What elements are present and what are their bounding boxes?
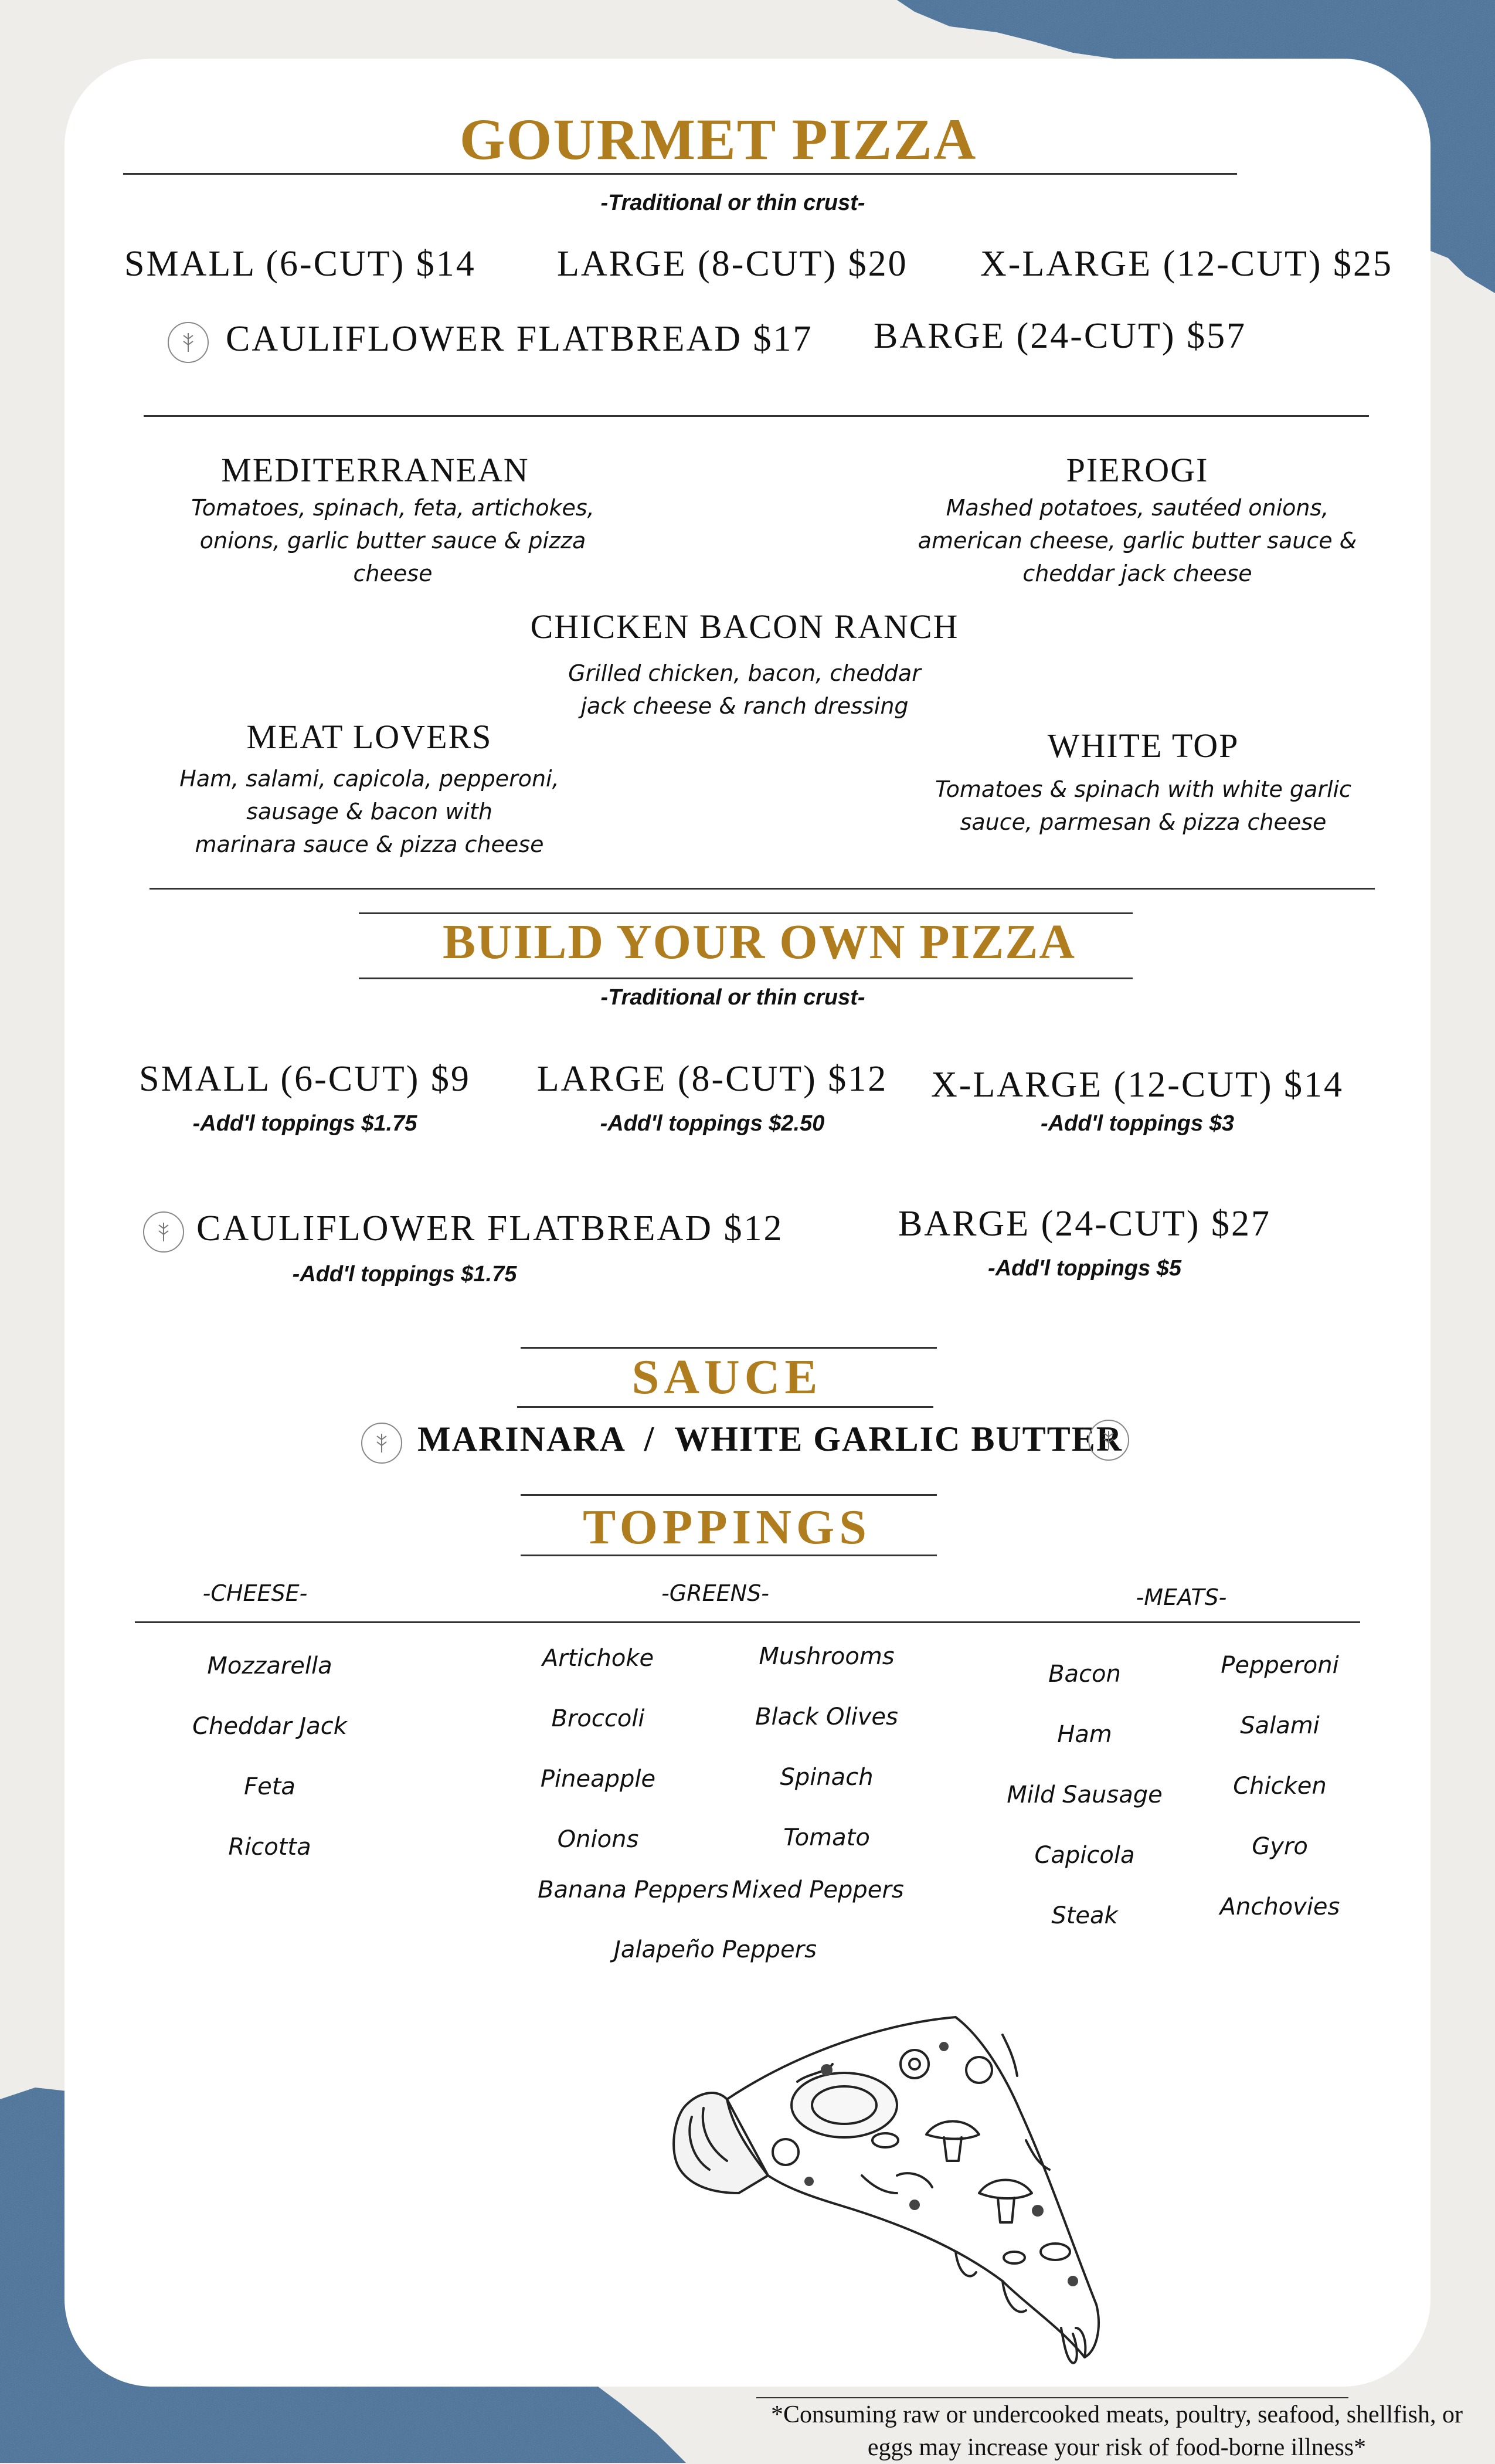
gourmet-crust-note: -Traditional or thin crust- (600, 191, 865, 215)
topping-green: Tomato (783, 1824, 870, 1851)
topping-meat: Steak (1051, 1902, 1118, 1929)
topping-green: Pineapple (540, 1766, 656, 1793)
pizza-name-pierogi: PIEROGI (1066, 451, 1209, 489)
gluten-free-icon (1088, 1419, 1130, 1461)
gourmet-size-xlarge: X-LARGE (12-CUT) $25 (980, 244, 1394, 284)
gourmet-size-cauliflower: CAULIFLOWER FLATBREAD $17 (226, 319, 813, 359)
byo-addl-large: -Add'l toppings $2.50 (600, 1111, 825, 1136)
gourmet-title-rule (123, 173, 1237, 175)
byo-addl-barge: -Add'l toppings $5 (988, 1256, 1181, 1281)
topping-meat: Chicken (1233, 1773, 1327, 1800)
byo-size-small: SMALL (6-CUT) $9 (139, 1059, 471, 1099)
gluten-free-icon (142, 1211, 185, 1253)
byo-addl-xlarge: -Add'l toppings $3 (1041, 1111, 1234, 1136)
pizza-slice-illustration (651, 2000, 1143, 2375)
topping-meat: Pepperoni (1221, 1652, 1339, 1679)
topping-meat: Anchovies (1219, 1893, 1340, 1920)
byo-title: BUILD YOUR OWN PIZZA (443, 915, 1076, 969)
toppings-meats-header: -MEATS- (1136, 1584, 1227, 1610)
pizza-desc-pierogi: Mashed potatoes, sautéed onions, american cheese, garlic butter sauce & cheddar jack cheese (918, 495, 1357, 586)
gourmet-size-small: SMALL (6-CUT) $14 (124, 244, 476, 284)
byo-addl-small: -Add'l toppings $1.75 (192, 1111, 417, 1136)
byo-size-barge: BARGE (24-CUT) $27 (898, 1204, 1272, 1244)
topping-meat: Capicola (1034, 1842, 1135, 1869)
sauce-title: SAUCE (631, 1350, 823, 1404)
topping-cheese: Feta (244, 1773, 295, 1800)
pizza-name-white-top: WHITE TOP (1047, 727, 1239, 765)
topping-meat: Mild Sausage (1007, 1781, 1163, 1808)
gourmet-title: GOURMET PIZZA (459, 107, 977, 172)
topping-meat: Bacon (1048, 1661, 1121, 1688)
pizza-name-meat-lovers: MEAT LOVERS (246, 718, 492, 756)
pizza-desc-meat-lovers: Ham, salami, capicola, pepperoni, sausage & bacon with marinara sauce & pizza cheese (179, 766, 559, 857)
gluten-free-icon (167, 321, 209, 364)
gourmet-size-barge: BARGE (24-CUT) $57 (874, 316, 1247, 356)
toppings-greens-header: -GREENS- (661, 1580, 769, 1606)
topping-green: Banana Peppers (538, 1876, 729, 1903)
pizza-desc-chicken-bacon-ranch: Grilled chicken, bacon, cheddar jack cheese & ranch dressing (568, 660, 921, 719)
topping-cheese: Ricotta (228, 1834, 311, 1861)
topping-meat: Ham (1057, 1721, 1112, 1748)
topping-green: Onions (557, 1826, 639, 1853)
byo-size-xlarge: X-LARGE (12-CUT) $14 (930, 1065, 1344, 1105)
topping-green: Spinach (780, 1764, 874, 1791)
topping-cheese: Cheddar Jack (192, 1713, 347, 1740)
toppings-header-rule (135, 1621, 1360, 1623)
byo-crust-note: -Traditional or thin crust- (600, 985, 865, 1010)
topping-green: Mushrooms (759, 1643, 895, 1670)
topping-green: Black Olives (755, 1703, 898, 1730)
topping-meat: Salami (1240, 1712, 1320, 1739)
toppings-title: TOPPINGS (583, 1500, 871, 1555)
byo-addl-cauliflower: -Add'l toppings $1.75 (292, 1262, 517, 1287)
gourmet-size-large: LARGE (8-CUT) $20 (557, 244, 908, 284)
pizza-desc-white-top: Tomatoes & spinach with white garlic sauce, parmesan & pizza cheese (935, 776, 1351, 835)
gourmet-divider (144, 415, 1369, 417)
byo-size-large: LARGE (8-CUT) $12 (536, 1059, 888, 1099)
topping-green: Jalapeño Peppers (614, 1936, 817, 1963)
gourmet-bottom-divider (150, 888, 1375, 890)
toppings-cheese-header: -CHEESE- (202, 1580, 308, 1606)
pizza-desc-mediterranean: Tomatoes, spinach, feta, artichokes, onions, garlic butter sauce & pizza cheese (191, 495, 594, 586)
sauce-bottom-rule (517, 1406, 933, 1408)
topping-green: Mixed Peppers (732, 1876, 904, 1903)
gluten-free-icon (361, 1422, 403, 1464)
pizza-name-chicken-bacon-ranch: CHICKEN BACON RANCH (530, 607, 959, 646)
footer-disclaimer: *Consuming raw or undercooked meats, poultry, seafood, shellfish, or eggs may increase your risk of food-borne illness* (770, 2401, 1463, 2461)
pizza-name-mediterranean: MEDITERRANEAN (221, 451, 529, 489)
byo-bottom-rule (359, 978, 1133, 979)
toppings-top-rule (521, 1494, 937, 1496)
sauce-options: MARINARA / WHITE GARLIC BUTTER (417, 1420, 1123, 1458)
topping-green: Artichoke (542, 1645, 654, 1672)
topping-cheese: Mozzarella (207, 1652, 332, 1679)
topping-meat: Gyro (1252, 1833, 1308, 1860)
toppings-bottom-rule (521, 1555, 937, 1556)
topping-green: Broccoli (551, 1705, 645, 1732)
byo-size-cauliflower: CAULIFLOWER FLATBREAD $12 (196, 1209, 784, 1248)
